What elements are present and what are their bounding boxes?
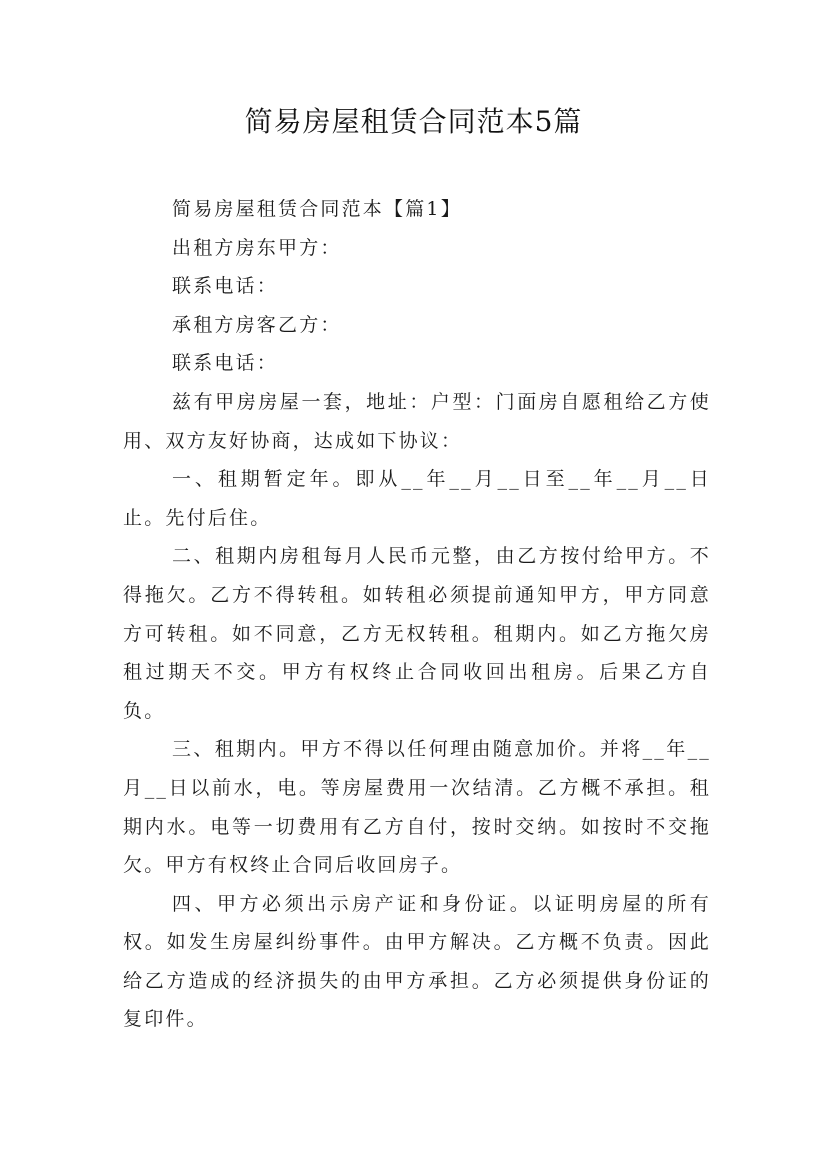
lessee-line: 承租方房客乙方： (172, 313, 342, 336)
intro-paragraph: 兹有甲房房屋一套，地址：户型：门面房自愿租给乙方使用、双方友好协商，达成如下协议： (123, 390, 711, 452)
clause-1: 一、租期暂定年。即从__年__月__日至__年__月__日止。先付后住。 (123, 468, 711, 529)
document-title: 简易房屋租赁合同范本5篇 (244, 105, 583, 138)
lessor-phone-line: 联系电话： (172, 275, 279, 298)
document-body (123, 190, 711, 1039)
clause-2: 二、租期内房租每月人民币元整，由乙方按付给甲方。不得拖欠。乙方不得转租。如转租必须提前通知甲方，甲方同意方可转租。如不同意，乙方无权转租。租期内。如乙方拖欠房租过期天不交。甲方有权终止合同收回出租房。后果乙方自负。 (123, 545, 711, 722)
section-heading: 简易房屋租赁合同范本【篇1】 (172, 198, 462, 220)
lessee-phone-line: 联系电话： (172, 352, 279, 375)
lessor-line: 出租方房东甲方： (172, 236, 342, 259)
clause-3: 三、租期内。甲方不得以任何理由随意加价。并将__年__月__日以前水，电。等房屋费用一次结清。乙方概不承担。租期内水。电等一切费用有乙方自付，按时交纳。如按时不交拖欠。甲方有权终止合同后收回房子。 (123, 738, 711, 877)
clause-4: 四、甲方必须出示房产证和身份证。以证明房屋的所有权。如发生房屋纠纷事件。由甲方解决。乙方概不负责。因此给乙方造成的经济损失的由甲方承担。乙方必须提供身份证的复印件。 (123, 892, 711, 1031)
